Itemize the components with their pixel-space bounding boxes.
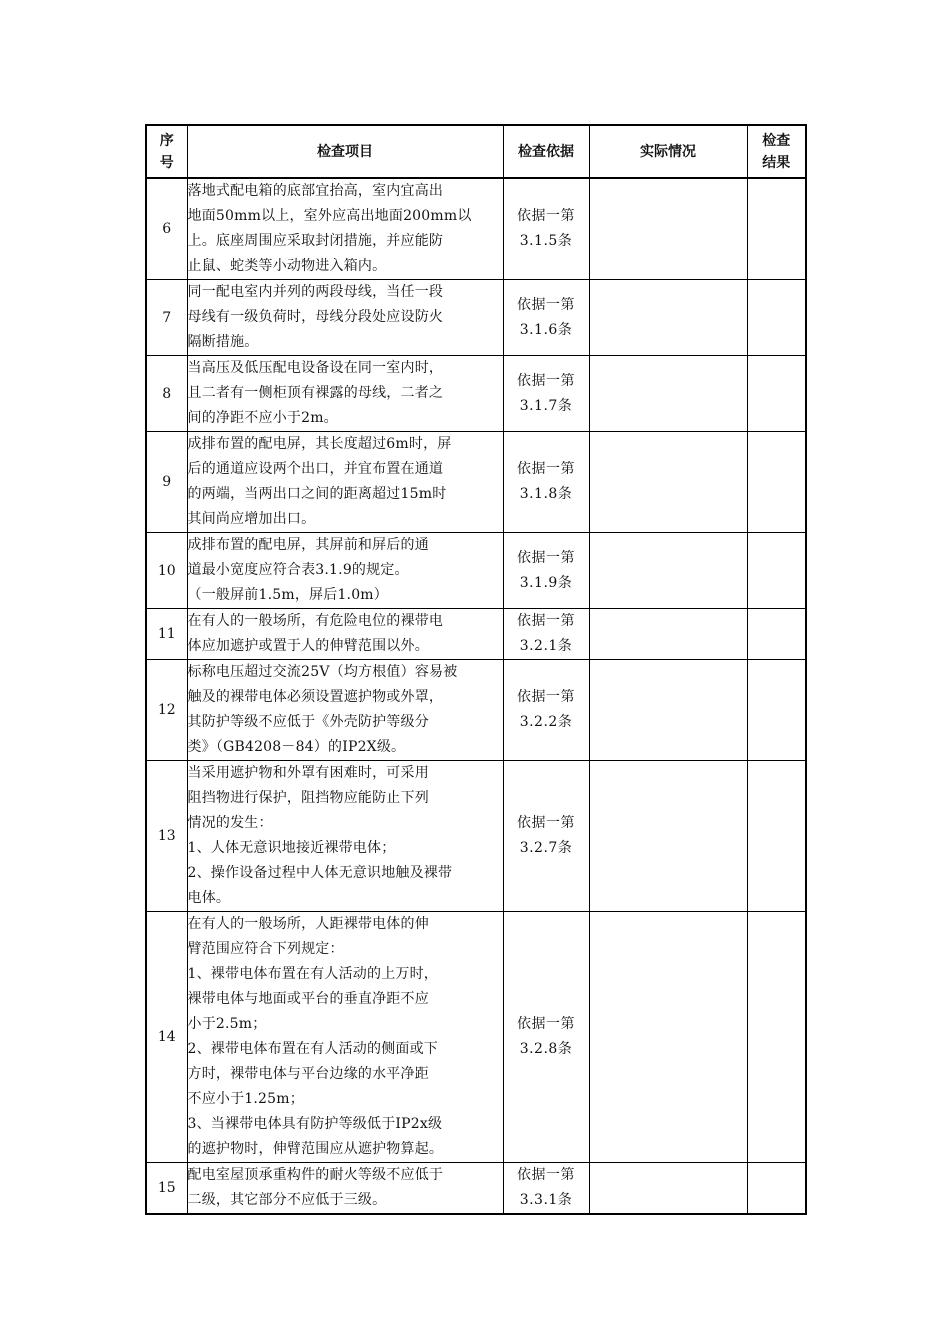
row-number: 11	[146, 609, 187, 660]
inspection-result-cell[interactable]	[747, 761, 806, 912]
inspection-basis: 依据一第 3.2.1条	[503, 609, 589, 660]
actual-situation-cell[interactable]	[589, 356, 747, 432]
table-row	[146, 761, 806, 912]
row-number: 7	[146, 280, 187, 356]
inspection-result-cell[interactable]	[747, 1163, 806, 1215]
table-header-row	[146, 125, 806, 178]
row-number: 15	[146, 1163, 187, 1215]
table-row	[146, 533, 806, 609]
inspection-item: 在有人的一般场所，人距裸带电体的伸 臂范围应符合下列规定： 1、裸带电体布置在有人活动的上万时， 裸带电体与地面或平台的垂直净距不应 小于2.5m； 2、裸带电体布置在有人活动的侧面或下 方时，裸带电体与平台边缘的水平净距 不应小于1.25m； 3、当裸带电体具有防护等级低于IP2x级 的遮护物时，伸臂范围应从遮护物算起。	[187, 912, 503, 1163]
inspection-result-cell[interactable]	[747, 912, 806, 1163]
header-no: 序 号	[146, 125, 187, 178]
header-result: 检查 结果	[747, 125, 806, 178]
actual-situation-cell[interactable]	[589, 761, 747, 912]
inspection-basis: 依据一第 3.3.1条	[503, 1163, 589, 1215]
inspection-result-cell[interactable]	[747, 432, 806, 533]
actual-situation-cell[interactable]	[589, 533, 747, 609]
actual-situation-cell[interactable]	[589, 280, 747, 356]
inspection-table	[145, 124, 807, 1215]
inspection-result-cell[interactable]	[747, 356, 806, 432]
inspection-item: 成排布置的配电屏，其长度超过6m时，屏 后的通道应设两个出口，并宜布置在通道 的两端，当两出口之间的距离超过15m时 其间尚应增加出口。	[187, 432, 503, 533]
table-row	[146, 280, 806, 356]
inspection-result-cell[interactable]	[747, 660, 806, 761]
inspection-item: 当采用遮护物和外罩有困难时，可采用 阻挡物进行保护，阻挡物应能防止下列 情况的发生： 1、人体无意识地接近裸带电体； 2、操作设备过程中人体无意识地触及裸带 电体。	[187, 761, 503, 912]
inspection-basis: 依据一第 3.1.7条	[503, 356, 589, 432]
inspection-basis: 依据一第 3.2.8条	[503, 912, 589, 1163]
row-number: 14	[146, 912, 187, 1163]
header-actual: 实际情况	[589, 125, 747, 178]
row-number: 6	[146, 178, 187, 280]
inspection-basis: 依据一第 3.2.7条	[503, 761, 589, 912]
table-row	[146, 432, 806, 533]
inspection-basis: 依据一第 3.1.5条	[503, 178, 589, 280]
row-number: 10	[146, 533, 187, 609]
table-row	[146, 609, 806, 660]
row-number: 13	[146, 761, 187, 912]
table-row	[146, 912, 806, 1163]
inspection-result-cell[interactable]	[747, 280, 806, 356]
inspection-item: 标称电压超过交流25V（均方根值）容易被 触及的裸带电体必须设置遮护物或外罩， 其防护等级不应低于《外壳防护等级分 类》（GB4208－84）的IP2X级。	[187, 660, 503, 761]
table-row	[146, 1163, 806, 1215]
inspection-item: 当高压及低压配电设备设在同一室内时， 且二者有一侧柜顶有裸露的母线，二者之 间的净距不应小于2m。	[187, 356, 503, 432]
actual-situation-cell[interactable]	[589, 432, 747, 533]
actual-situation-cell[interactable]	[589, 912, 747, 1163]
inspection-basis: 依据一第 3.1.9条	[503, 533, 589, 609]
table-row	[146, 178, 806, 280]
actual-situation-cell[interactable]	[589, 1163, 747, 1215]
inspection-item: 在有人的一般场所，有危险电位的裸带电 体应加遮护或置于人的伸臂范围以外。	[187, 609, 503, 660]
inspection-item: 落地式配电箱的底部宜抬高，室内宜高出 地面50mm以上，室外应高出地面200mm以 上。底座周围应采取封闭措施，并应能防 止鼠、蛇类等小动物进入箱内。	[187, 178, 503, 280]
header-item: 检查项目	[187, 125, 503, 178]
inspection-result-cell[interactable]	[747, 609, 806, 660]
inspection-item: 同一配电室内并列的两段母线，当任一段 母线有一级负荷时，母线分段处应设防火 隔断措施。	[187, 280, 503, 356]
row-number: 9	[146, 432, 187, 533]
row-number: 8	[146, 356, 187, 432]
inspection-result-cell[interactable]	[747, 533, 806, 609]
inspection-result-cell[interactable]	[747, 178, 806, 280]
inspection-item: 配电室屋顶承重构件的耐火等级不应低于 二级，其它部分不应低于三级。	[187, 1163, 503, 1215]
inspection-item: 成排布置的配电屏，其屏前和屏后的通 道最小宽度应符合表3.1.9的规定。 （一般屏前1.5m，屏后1.0m）	[187, 533, 503, 609]
actual-situation-cell[interactable]	[589, 660, 747, 761]
table-row	[146, 356, 806, 432]
header-basis: 检查依据	[503, 125, 589, 178]
table-row	[146, 660, 806, 761]
actual-situation-cell[interactable]	[589, 178, 747, 280]
inspection-basis: 依据一第 3.1.6条	[503, 280, 589, 356]
inspection-basis: 依据一第 3.2.2条	[503, 660, 589, 761]
inspection-basis: 依据一第 3.1.8条	[503, 432, 589, 533]
actual-situation-cell[interactable]	[589, 609, 747, 660]
row-number: 12	[146, 660, 187, 761]
